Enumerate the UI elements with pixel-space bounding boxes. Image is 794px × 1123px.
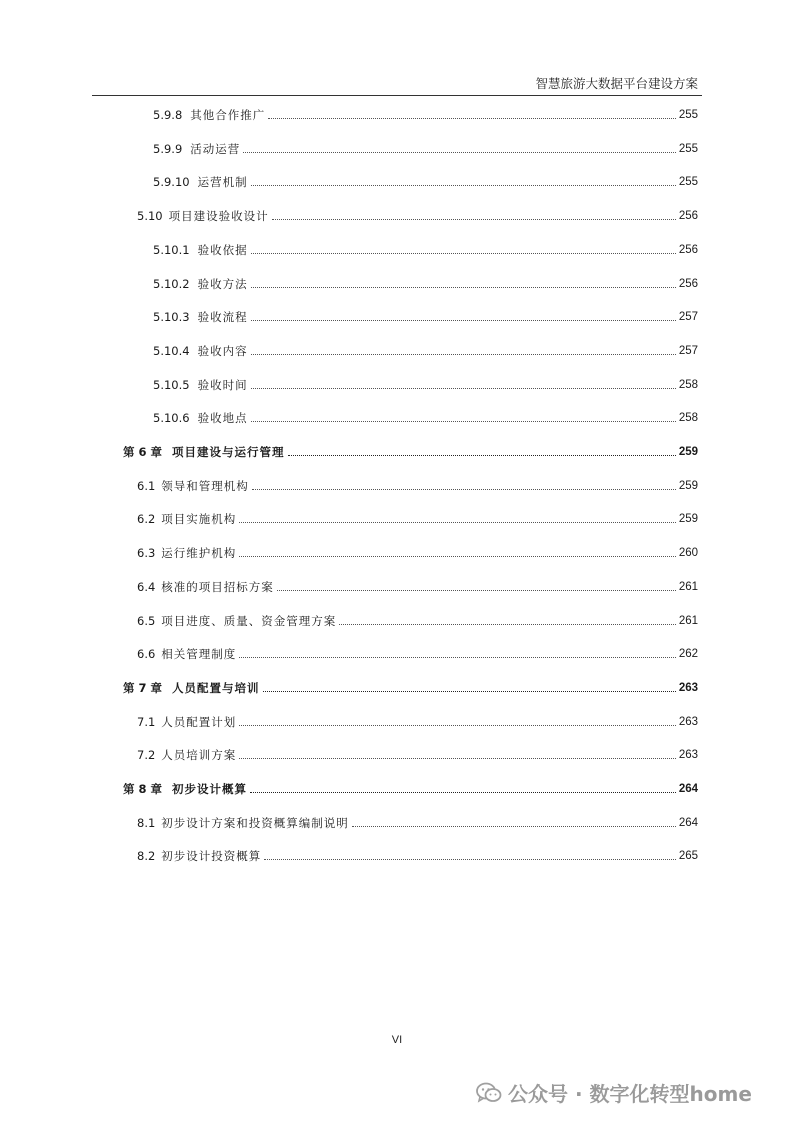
toc-entry[interactable]: [0, 445, 698, 459]
toc-entry-number: 5.10.2: [153, 277, 190, 291]
toc-entry[interactable]: [0, 512, 698, 526]
toc-entry-title: 初步设计概算: [172, 782, 248, 796]
toc-dot-leader: [251, 421, 676, 422]
toc-entry-title: 活动运营: [190, 142, 241, 156]
toc-entry-title: 人员培训方案: [161, 748, 237, 762]
toc-entry-number: 5.10.6: [153, 411, 190, 425]
toc-entry-title: 运营机制: [197, 175, 248, 189]
toc-entry-title: 人员配置计划: [161, 715, 237, 729]
toc-entry-page: 259: [678, 513, 698, 525]
toc-entry-number: 5.10: [137, 209, 163, 223]
toc-dot-leader: [272, 219, 676, 220]
toc-dot-leader: [243, 152, 676, 153]
toc-entry-title: 项目实施机构: [161, 512, 237, 526]
toc-entry-title: 其他合作推广: [190, 108, 266, 122]
toc-entry[interactable]: [0, 344, 698, 358]
toc-entry-page: 259: [678, 480, 698, 492]
toc-entry[interactable]: [0, 243, 698, 257]
toc-entry-number: 6.2: [137, 512, 156, 526]
toc-entry-page: 256: [678, 244, 698, 256]
toc-entry-page: 265: [678, 850, 698, 862]
toc-dot-leader: [251, 320, 676, 321]
toc-entry-number: 第 6 章: [123, 445, 163, 459]
header-divider: [92, 95, 702, 96]
toc-entry-title: 验收依据: [197, 243, 248, 257]
toc-entry-title: 运行维护机构: [161, 546, 237, 560]
toc-entry-title: 验收方法: [197, 277, 248, 291]
toc-entry-number: 5.9.10: [153, 175, 190, 189]
toc-entry-number: 6.3: [137, 546, 156, 560]
document-header-title: 智慧旅游大数据平台建设方案: [535, 76, 698, 91]
toc-entry-page: 263: [678, 682, 698, 694]
toc-entry[interactable]: [0, 614, 698, 628]
toc-entry[interactable]: [0, 378, 698, 392]
toc-entry-number: 6.6: [137, 647, 156, 661]
toc-entry-title: 项目建设与运行管理: [172, 445, 285, 459]
toc-entry[interactable]: [0, 681, 698, 695]
toc-entry[interactable]: [0, 647, 698, 661]
toc-dot-leader: [339, 624, 676, 625]
toc-entry[interactable]: [0, 748, 698, 762]
toc-dot-leader: [251, 185, 676, 186]
toc-entry-page: 259: [678, 446, 698, 458]
toc-entry-page: 260: [678, 547, 698, 559]
toc-entry[interactable]: [0, 715, 698, 729]
toc-entry[interactable]: [0, 209, 698, 223]
toc-entry-title: 验收地点: [197, 411, 248, 425]
watermark: [476, 1078, 752, 1107]
toc-entry-page: 258: [678, 412, 698, 424]
toc-entry-number: 6.5: [137, 614, 156, 628]
toc-entry-number: 5.10.4: [153, 344, 190, 358]
toc-dot-leader: [352, 826, 676, 827]
toc-entry[interactable]: [0, 175, 698, 189]
toc-entry-page: 264: [678, 783, 698, 795]
toc-entry-page: 255: [678, 143, 698, 155]
toc-dot-leader: [239, 522, 676, 523]
toc-dot-leader: [250, 792, 676, 793]
toc-entry-number: 5.10.1: [153, 243, 190, 257]
toc-entry-number: 8.1: [137, 816, 156, 830]
toc-dot-leader: [288, 455, 676, 456]
toc-dot-leader: [251, 253, 676, 254]
toc-entry-page: 255: [678, 176, 698, 188]
toc-entry-number: 第 8 章: [123, 782, 163, 796]
toc-entry[interactable]: [0, 849, 698, 863]
toc-dot-leader: [239, 725, 676, 726]
toc-entry-title: 初步设计投资概算: [161, 849, 262, 863]
toc-dot-leader: [251, 354, 676, 355]
toc-dot-leader: [252, 489, 676, 490]
toc-entry-page: 255: [678, 109, 698, 121]
toc-entry[interactable]: [0, 816, 698, 830]
toc-entry-number: 7.2: [137, 748, 156, 762]
toc-entry-title: 项目进度、质量、资金管理方案: [161, 614, 337, 628]
toc-entry[interactable]: [0, 108, 698, 122]
toc-dot-leader: [251, 388, 676, 389]
toc-entry-page: 257: [678, 311, 698, 323]
toc-entry[interactable]: [0, 411, 698, 425]
toc-entry-number: 5.10.3: [153, 310, 190, 324]
toc-entry-page: 263: [678, 749, 698, 761]
toc-entry-page: 261: [678, 581, 698, 593]
toc-entry[interactable]: [0, 782, 698, 796]
toc-entry-number: 5.10.5: [153, 378, 190, 392]
toc-entry-title: 验收内容: [197, 344, 248, 358]
toc-entry-page: 264: [678, 817, 698, 829]
toc-dot-leader: [264, 859, 676, 860]
wechat-icon: [476, 1082, 502, 1104]
toc-entry-title: 项目建设验收设计: [168, 209, 269, 223]
toc-entry-title: 验收流程: [197, 310, 248, 324]
toc-dot-leader: [263, 691, 676, 692]
page-number: VI: [391, 1034, 403, 1046]
toc-dot-leader: [251, 287, 676, 288]
toc-entry-title: 初步设计方案和投资概算编制说明: [161, 816, 349, 830]
watermark-text: 公众号 · 数字化转型home: [508, 1082, 752, 1106]
toc-entry-title: 相关管理制度: [161, 647, 237, 661]
toc-entry-number: 6.4: [137, 580, 156, 594]
toc-entry-number: 7.1: [137, 715, 156, 729]
toc-entry-page: 261: [678, 615, 698, 627]
toc-entry-number: 8.2: [137, 849, 156, 863]
toc-entry[interactable]: [0, 142, 698, 156]
toc-entry-title: 核准的项目招标方案: [161, 580, 274, 594]
toc-dot-leader: [277, 590, 676, 591]
toc-entry-page: 256: [678, 278, 698, 290]
toc-entry-number: 第 7 章: [123, 681, 163, 695]
toc-dot-leader: [239, 556, 676, 557]
toc-entry-title: 领导和管理机构: [161, 479, 249, 493]
toc-entry-page: 262: [678, 648, 698, 660]
toc-entry[interactable]: [0, 310, 698, 324]
toc-entry-number: 5.9.9: [153, 142, 183, 156]
toc-dot-leader: [239, 657, 676, 658]
toc-dot-leader: [239, 758, 676, 759]
toc-entry-number: 6.1: [137, 479, 156, 493]
toc-entry-page: 256: [678, 210, 698, 222]
toc-entry-page: 263: [678, 716, 698, 728]
toc-entry[interactable]: [0, 277, 698, 291]
toc-entry-number: 5.9.8: [153, 108, 183, 122]
toc-entry-page: 257: [678, 345, 698, 357]
toc-dot-leader: [268, 118, 676, 119]
toc-entry[interactable]: [0, 580, 698, 594]
toc-entry-page: 258: [678, 379, 698, 391]
toc-entry-title: 人员配置与培训: [172, 681, 260, 695]
toc-entry[interactable]: [0, 479, 698, 493]
toc-entry-title: 验收时间: [197, 378, 248, 392]
toc-entry[interactable]: [0, 546, 698, 560]
